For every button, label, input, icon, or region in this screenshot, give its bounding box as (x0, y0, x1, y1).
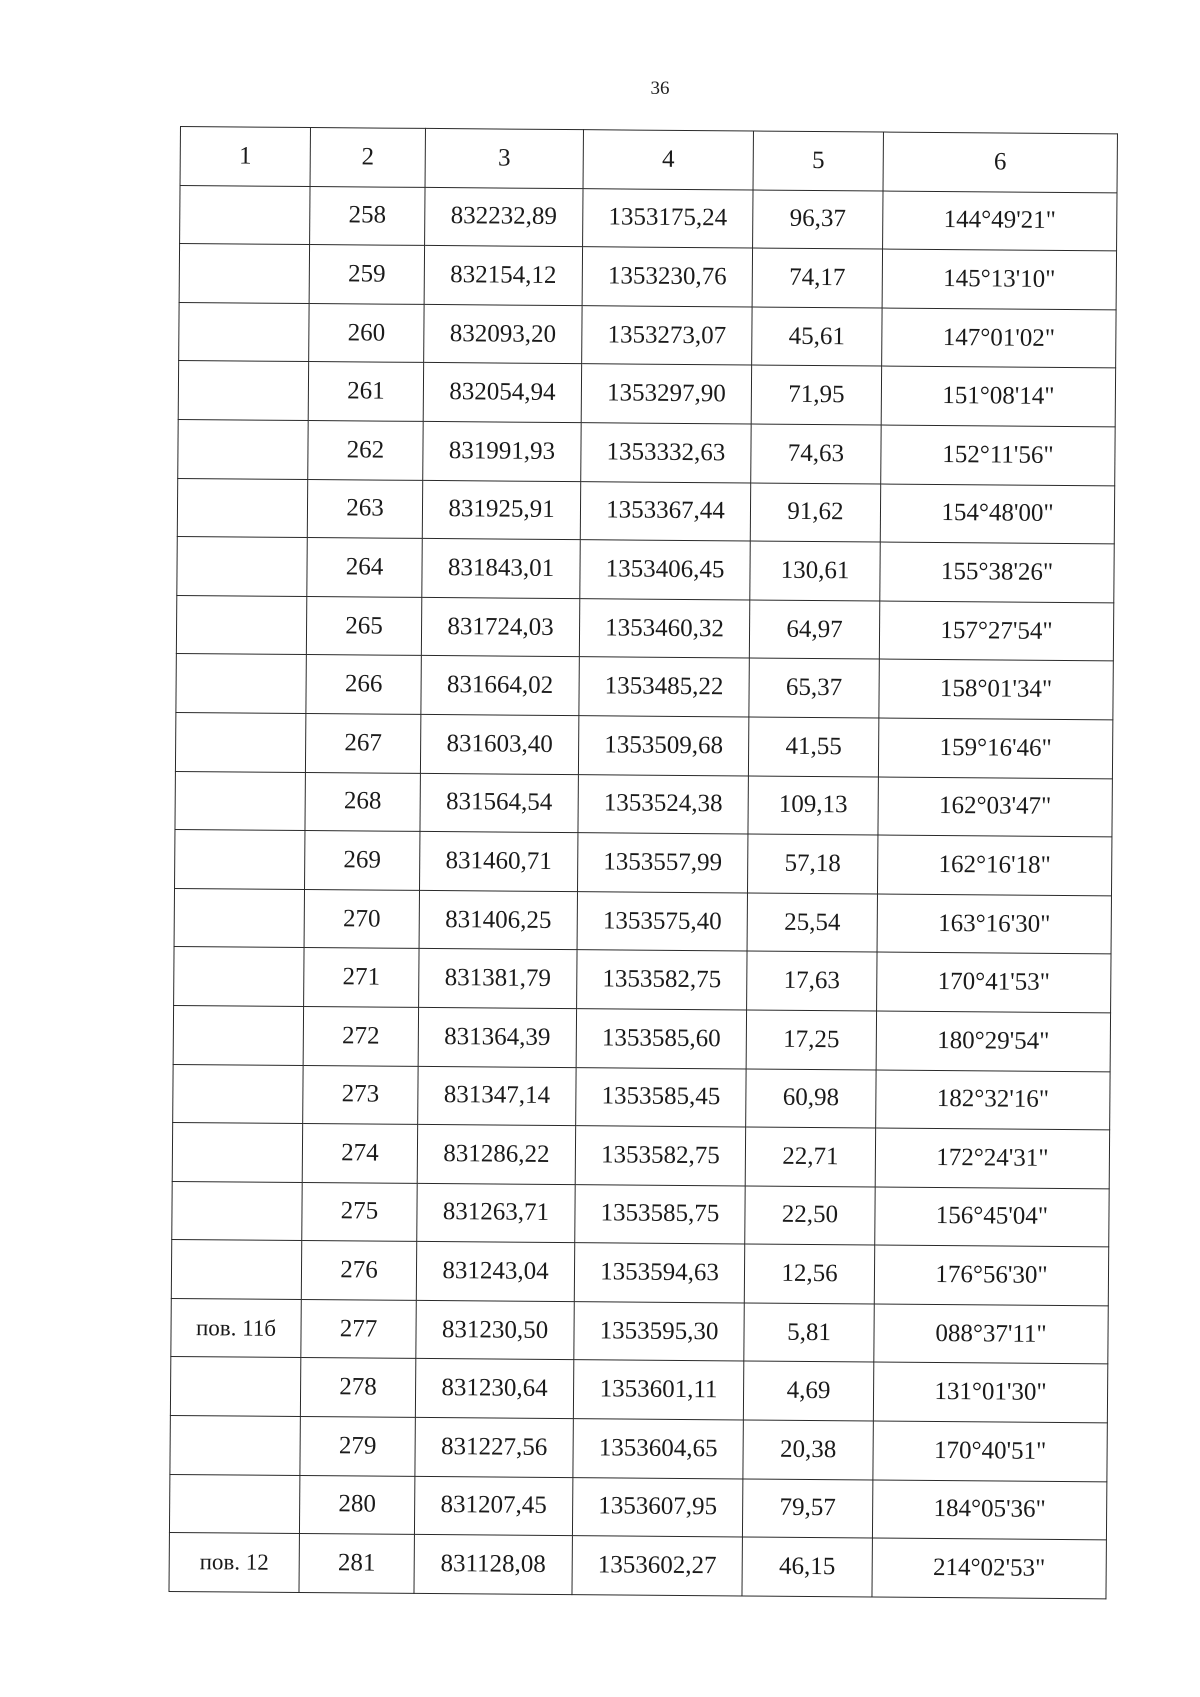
turn-mark-cell (179, 244, 309, 304)
direction-angle-cell: 176°56'30" (874, 1245, 1108, 1305)
x-coordinate-cell: 831925,91 (422, 480, 580, 540)
point-number-cell: 271 (304, 948, 419, 1007)
length-cell: 22,50 (745, 1186, 875, 1246)
y-coordinate-cell: 1353607,95 (572, 1477, 742, 1537)
direction-angle-cell: 162°16'18" (877, 835, 1111, 895)
turn-mark-cell (169, 1474, 299, 1534)
point-number-cell: 273 (303, 1065, 418, 1124)
table-row (179, 244, 1116, 310)
table-row (175, 712, 1112, 778)
y-coordinate-cell: 1353585,45 (576, 1067, 746, 1127)
x-coordinate-cell: 831230,50 (416, 1300, 574, 1360)
turn-mark-cell (179, 302, 309, 362)
table-row (173, 1005, 1110, 1071)
point-number-cell: 262 (308, 420, 423, 479)
direction-angle-cell: 184°05'36" (872, 1480, 1106, 1540)
turn-mark-cell (172, 1181, 302, 1241)
point-number-cell: 267 (305, 713, 420, 772)
length-cell: 17,63 (747, 951, 877, 1011)
table-row (171, 1298, 1108, 1364)
y-coordinate-cell: 1353524,38 (578, 774, 748, 834)
length-cell: 130,61 (750, 541, 880, 601)
point-number-cell: 278 (300, 1358, 415, 1417)
point-number-cell: 260 (309, 303, 424, 362)
table-row (177, 537, 1114, 603)
column-header-2: 2 (310, 128, 425, 187)
x-coordinate-cell: 831406,25 (419, 890, 577, 950)
direction-angle-cell: 131°01'30" (873, 1362, 1107, 1422)
point-number-cell: 268 (305, 772, 420, 831)
length-cell: 17,25 (746, 1010, 876, 1070)
turn-mark-cell (170, 1357, 300, 1417)
length-cell: 79,57 (742, 1479, 872, 1539)
table-row (176, 654, 1113, 720)
point-number-cell: 261 (308, 362, 423, 421)
length-cell: 91,62 (750, 483, 880, 543)
column-header-4: 4 (583, 130, 753, 190)
x-coordinate-cell: 832232,89 (425, 187, 583, 247)
x-coordinate-cell: 831230,64 (415, 1359, 573, 1419)
y-coordinate-cell: 1353602,27 (572, 1536, 742, 1596)
length-cell: 45,61 (752, 307, 882, 367)
table-row (170, 1416, 1107, 1482)
turn-mark-cell (180, 185, 310, 245)
length-cell: 71,95 (751, 365, 881, 425)
y-coordinate-cell: 1353575,40 (577, 891, 747, 951)
direction-angle-cell: 170°40'51" (873, 1421, 1107, 1481)
header-row (180, 127, 1117, 193)
turn-mark-cell (171, 1240, 301, 1300)
x-coordinate-cell: 831991,93 (423, 421, 581, 481)
direction-angle-cell: 155°38'26" (880, 542, 1114, 602)
x-coordinate-cell: 831227,56 (415, 1417, 573, 1477)
turn-mark-cell (177, 537, 307, 597)
direction-angle-cell: 162°03'47" (878, 777, 1112, 837)
y-coordinate-cell: 1353509,68 (578, 716, 748, 776)
point-number-cell: 263 (307, 479, 422, 538)
point-number-cell: 259 (309, 245, 424, 304)
length-cell: 4,69 (743, 1361, 873, 1421)
point-number-cell: 269 (305, 831, 420, 890)
turn-mark-cell (172, 1123, 302, 1183)
x-coordinate-cell: 832154,12 (424, 246, 582, 306)
direction-angle-cell: 154°48'00" (880, 484, 1114, 544)
direction-angle-cell: 158°01'34" (879, 659, 1113, 719)
length-cell: 41,55 (748, 717, 878, 777)
point-number-cell: 258 (310, 186, 425, 245)
x-coordinate-cell: 831347,14 (418, 1066, 576, 1126)
length-cell: 12,56 (744, 1244, 874, 1304)
length-cell: 46,15 (742, 1537, 872, 1597)
length-cell: 64,97 (749, 600, 879, 660)
turn-mark-cell (177, 478, 307, 538)
table-row (172, 1123, 1109, 1189)
length-cell: 74,63 (751, 424, 881, 484)
y-coordinate-cell: 1353297,90 (581, 364, 751, 424)
y-coordinate-cell: 1353595,30 (574, 1302, 744, 1362)
y-coordinate-cell: 1353273,07 (582, 305, 752, 365)
direction-angle-cell: 152°11'56" (881, 425, 1115, 485)
direction-angle-cell: 163°16'30" (877, 894, 1111, 954)
y-coordinate-cell: 1353594,63 (574, 1243, 744, 1303)
x-coordinate-cell: 831207,45 (414, 1476, 572, 1536)
length-cell: 96,37 (753, 190, 883, 250)
length-cell: 57,18 (747, 834, 877, 894)
table-row (179, 302, 1116, 368)
table-row (180, 185, 1117, 251)
direction-angle-cell: 182°32'16" (876, 1069, 1110, 1129)
x-coordinate-cell: 832093,20 (424, 304, 582, 364)
turn-mark-cell (175, 771, 305, 831)
column-header-1: 1 (180, 127, 310, 187)
table-row (176, 595, 1113, 661)
point-number-cell: 265 (306, 596, 421, 655)
direction-angle-cell: 088°37'11" (874, 1304, 1108, 1364)
turn-mark-cell (176, 654, 306, 714)
y-coordinate-cell: 1353582,75 (577, 950, 747, 1010)
table-row (175, 830, 1112, 896)
coordinates-table (168, 126, 1117, 1599)
x-coordinate-cell: 831286,22 (417, 1124, 575, 1184)
turn-mark-cell: пов. 11б (171, 1298, 301, 1358)
y-coordinate-cell: 1353604,65 (573, 1419, 743, 1479)
column-header-6: 6 (883, 132, 1117, 192)
table-row (170, 1357, 1107, 1423)
x-coordinate-cell: 831128,08 (414, 1535, 572, 1595)
direction-angle-cell: 180°29'54" (876, 1011, 1110, 1071)
coordinates-table-container (168, 126, 1116, 1599)
table-row (178, 361, 1115, 427)
y-coordinate-cell: 1353485,22 (579, 657, 749, 717)
column-header-3: 3 (425, 128, 583, 188)
table-row (174, 947, 1111, 1013)
length-cell: 5,81 (744, 1303, 874, 1363)
direction-angle-cell: 144°49'21" (883, 191, 1117, 251)
turn-mark-cell (176, 595, 306, 655)
y-coordinate-cell: 1353585,75 (575, 1184, 745, 1244)
length-cell: 25,54 (747, 893, 877, 953)
y-coordinate-cell: 1353367,44 (580, 481, 750, 541)
point-number-cell: 272 (303, 1006, 418, 1065)
turn-mark-cell (170, 1416, 300, 1476)
table-body (169, 185, 1117, 1599)
table-row (172, 1181, 1109, 1247)
turn-mark-cell (175, 712, 305, 772)
turn-mark-cell (173, 1064, 303, 1124)
x-coordinate-cell: 831664,02 (421, 656, 579, 716)
point-number-cell: 277 (301, 1299, 416, 1358)
turn-mark-cell (174, 888, 304, 948)
turn-mark-cell (174, 947, 304, 1007)
page-number: 36 (650, 78, 670, 99)
direction-angle-cell: 145°13'10" (882, 249, 1116, 309)
table-row (174, 888, 1111, 954)
direction-angle-cell: 172°24'31" (875, 1128, 1109, 1188)
point-number-cell: 275 (302, 1182, 417, 1241)
direction-angle-cell: 214°02'53" (872, 1538, 1106, 1598)
turn-mark-cell (175, 830, 305, 890)
y-coordinate-cell: 1353230,76 (582, 247, 752, 307)
table-row (177, 478, 1114, 544)
point-number-cell: 266 (306, 655, 421, 714)
x-coordinate-cell: 831724,03 (421, 597, 579, 657)
x-coordinate-cell: 831243,04 (416, 1242, 574, 1302)
point-number-cell: 270 (304, 889, 419, 948)
point-number-cell: 274 (302, 1124, 417, 1183)
x-coordinate-cell: 831460,71 (420, 832, 578, 892)
x-coordinate-cell: 831381,79 (419, 949, 577, 1009)
turn-mark-cell (173, 1005, 303, 1065)
y-coordinate-cell: 1353332,63 (581, 423, 751, 483)
y-coordinate-cell: 1353582,75 (575, 1126, 745, 1186)
x-coordinate-cell: 831843,01 (422, 539, 580, 599)
direction-angle-cell: 156°45'04" (875, 1187, 1109, 1247)
y-coordinate-cell: 1353585,60 (576, 1009, 746, 1069)
table-row (169, 1474, 1106, 1540)
point-number-cell: 264 (307, 538, 422, 597)
table-row (169, 1533, 1106, 1599)
x-coordinate-cell: 832054,94 (423, 363, 581, 423)
direction-angle-cell: 170°41'53" (877, 952, 1111, 1012)
x-coordinate-cell: 831364,39 (418, 1007, 576, 1067)
point-number-cell: 280 (299, 1475, 414, 1534)
length-cell: 20,38 (743, 1420, 873, 1480)
direction-angle-cell: 157°27'54" (879, 601, 1113, 661)
direction-angle-cell: 147°01'02" (882, 308, 1116, 368)
y-coordinate-cell: 1353601,11 (573, 1360, 743, 1420)
turn-mark-cell: пов. 12 (169, 1533, 299, 1593)
y-coordinate-cell: 1353175,24 (583, 188, 753, 248)
turn-mark-cell (178, 361, 308, 421)
length-cell: 74,17 (752, 248, 882, 308)
turn-mark-cell (178, 419, 308, 479)
direction-angle-cell: 151°08'14" (881, 366, 1115, 426)
point-number-cell: 281 (299, 1534, 414, 1593)
table-row (173, 1064, 1110, 1130)
x-coordinate-cell: 831603,40 (420, 714, 578, 774)
point-number-cell: 279 (300, 1417, 415, 1476)
direction-angle-cell: 159°16'46" (878, 718, 1112, 778)
y-coordinate-cell: 1353406,45 (580, 540, 750, 600)
y-coordinate-cell: 1353557,99 (578, 833, 748, 893)
point-number-cell: 276 (301, 1241, 416, 1300)
x-coordinate-cell: 831263,71 (417, 1183, 575, 1243)
length-cell: 22,71 (745, 1127, 875, 1187)
y-coordinate-cell: 1353460,32 (579, 598, 749, 658)
table-row (178, 419, 1115, 485)
length-cell: 109,13 (748, 776, 878, 836)
column-header-5: 5 (753, 131, 883, 191)
table-row (171, 1240, 1108, 1306)
table-row (175, 771, 1112, 837)
length-cell: 65,37 (749, 658, 879, 718)
length-cell: 60,98 (746, 1068, 876, 1128)
x-coordinate-cell: 831564,54 (420, 773, 578, 833)
